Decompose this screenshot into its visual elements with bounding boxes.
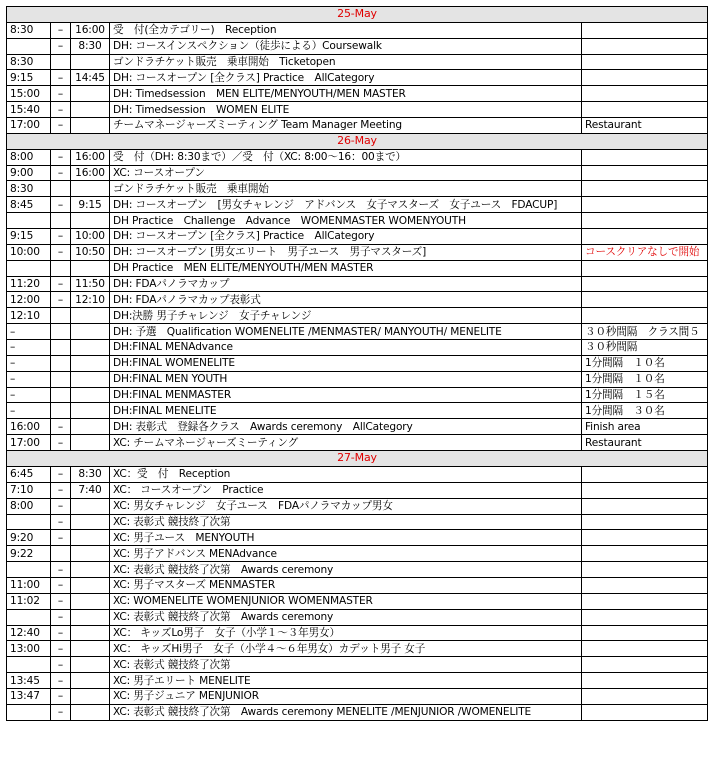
end-time: 16:00 xyxy=(71,149,110,165)
end-time xyxy=(71,514,110,530)
event-note: Restaurant xyxy=(582,118,708,134)
event-note: Finish area xyxy=(582,419,708,435)
end-time xyxy=(71,403,110,419)
schedule-row xyxy=(7,657,708,673)
schedule-row xyxy=(7,673,708,689)
event-description: DH: コースインスペクション（徒歩による）Coursewalk xyxy=(110,38,582,54)
day-date: 26-May xyxy=(7,133,708,149)
event-note xyxy=(582,641,708,657)
schedule-row xyxy=(7,562,708,578)
schedule-row xyxy=(7,340,708,356)
start-time: – xyxy=(7,324,51,340)
event-description: XC：受 付 Reception xyxy=(110,466,582,482)
event-description: DH: コースオープン [全クラス] Practice AllCategory xyxy=(110,229,582,245)
end-time: 16:00 xyxy=(71,165,110,181)
event-note xyxy=(582,704,708,720)
start-time xyxy=(7,213,51,229)
event-description: DH: コースオープン [男女エリート 男子ユース 男子マスターズ] xyxy=(110,244,582,260)
schedule-row xyxy=(7,546,708,562)
event-note: コースクリアなしで開始 xyxy=(582,244,708,260)
end-time xyxy=(71,530,110,546)
schedule-row xyxy=(7,118,708,134)
event-note xyxy=(582,482,708,498)
start-time: – xyxy=(7,403,51,419)
time-dash: – xyxy=(51,466,71,482)
end-time: 10:50 xyxy=(71,244,110,260)
event-note xyxy=(582,308,708,324)
schedule-row xyxy=(7,197,708,213)
start-time: – xyxy=(7,387,51,403)
event-description: XC: 表彰式 競技終了次第 xyxy=(110,514,582,530)
schedule-row xyxy=(7,38,708,54)
time-dash: – xyxy=(51,102,71,118)
time-dash: – xyxy=(51,704,71,720)
event-description: XC: 男子アドバンス MENAdvance xyxy=(110,546,582,562)
end-time xyxy=(71,657,110,673)
schedule-row xyxy=(7,482,708,498)
start-time: 9:15 xyxy=(7,229,51,245)
end-time xyxy=(71,324,110,340)
schedule-row xyxy=(7,165,708,181)
end-time: 16:00 xyxy=(71,22,110,38)
event-note: Restaurant xyxy=(582,435,708,451)
event-note xyxy=(582,530,708,546)
start-time xyxy=(7,38,51,54)
event-note xyxy=(582,22,708,38)
start-time: 15:00 xyxy=(7,86,51,102)
event-description: DH Practice MEN ELITE/MENYOUTH/MEN MASTER xyxy=(110,260,582,276)
schedule-row xyxy=(7,498,708,514)
event-description: XC: コースオープン xyxy=(110,165,582,181)
event-description: DH:FINAL MENAdvance xyxy=(110,340,582,356)
time-dash: – xyxy=(51,641,71,657)
start-time: – xyxy=(7,340,51,356)
start-time: 11:20 xyxy=(7,276,51,292)
schedule-row xyxy=(7,149,708,165)
end-time xyxy=(71,308,110,324)
end-time xyxy=(71,86,110,102)
start-time: 17:00 xyxy=(7,435,51,451)
time-dash: – xyxy=(51,435,71,451)
schedule-row xyxy=(7,308,708,324)
time-dash xyxy=(51,403,71,419)
start-time: 8:30 xyxy=(7,54,51,70)
day-date: 27-May xyxy=(7,451,708,467)
start-time: 9:20 xyxy=(7,530,51,546)
event-description: XC： キッズHi男子 女子（小学４～６年男女）カデット男子 女子 xyxy=(110,641,582,657)
event-description: DH:FINAL MEN YOUTH xyxy=(110,371,582,387)
event-description: DH: Timedsession WOMEN ELITE xyxy=(110,102,582,118)
end-time xyxy=(71,54,110,70)
event-description: DH: 表彰式 登録各クラス Awards ceremony AllCategory xyxy=(110,419,582,435)
event-description: DH: Timedsession MEN ELITE/MENYOUTH/MEN MASTER xyxy=(110,86,582,102)
time-dash: – xyxy=(51,244,71,260)
end-time xyxy=(71,213,110,229)
event-description: チームマネージャーズミーティング Team Manager Meeting xyxy=(110,118,582,134)
time-dash: – xyxy=(51,70,71,86)
schedule-row xyxy=(7,86,708,102)
schedule-row xyxy=(7,403,708,419)
time-dash: – xyxy=(51,292,71,308)
schedule-row xyxy=(7,102,708,118)
time-dash xyxy=(51,54,71,70)
time-dash: – xyxy=(51,276,71,292)
time-dash xyxy=(51,371,71,387)
end-time xyxy=(71,260,110,276)
schedule-row xyxy=(7,593,708,609)
end-time xyxy=(71,641,110,657)
end-time xyxy=(71,593,110,609)
schedule-row xyxy=(7,324,708,340)
event-note xyxy=(582,688,708,704)
time-dash xyxy=(51,324,71,340)
event-description: ゴンドラチケット販売 乗車開始 Ticketopen xyxy=(110,54,582,70)
event-note xyxy=(582,577,708,593)
event-note: 1分間隔 １０名 xyxy=(582,355,708,371)
event-note xyxy=(582,181,708,197)
event-description: XC： キッズLo男子 女子（小学１～３年男女） xyxy=(110,625,582,641)
end-time xyxy=(71,498,110,514)
time-dash: – xyxy=(51,498,71,514)
end-time: 12:10 xyxy=(71,292,110,308)
time-dash: – xyxy=(51,118,71,134)
event-note: ３０秒間隔 クラス間５ xyxy=(582,324,708,340)
end-time xyxy=(71,387,110,403)
event-description: XC: 男子マスターズ MENMASTER xyxy=(110,577,582,593)
event-description: DH: 予選 Qualification WOMENELITE /MENMASTER/ MANYOUTH/ MENELITE xyxy=(110,324,582,340)
event-description: XC: 男子ユース MENYOUTH xyxy=(110,530,582,546)
start-time: 8:00 xyxy=(7,498,51,514)
start-time: 8:45 xyxy=(7,197,51,213)
event-note xyxy=(582,70,708,86)
start-time: 8:30 xyxy=(7,181,51,197)
time-dash: – xyxy=(51,419,71,435)
end-time xyxy=(71,181,110,197)
schedule-row xyxy=(7,466,708,482)
time-dash: – xyxy=(51,514,71,530)
schedule-row xyxy=(7,292,708,308)
event-note xyxy=(582,260,708,276)
start-time: 15:40 xyxy=(7,102,51,118)
start-time: 8:30 xyxy=(7,22,51,38)
schedule-row xyxy=(7,530,708,546)
start-time: 9:15 xyxy=(7,70,51,86)
time-dash: – xyxy=(51,229,71,245)
start-time: 13:47 xyxy=(7,688,51,704)
schedule-row xyxy=(7,244,708,260)
event-note xyxy=(582,498,708,514)
event-note xyxy=(582,149,708,165)
schedule-row xyxy=(7,577,708,593)
time-dash: – xyxy=(51,562,71,578)
time-dash xyxy=(51,355,71,371)
event-description: DH: FDAパノラマカップ xyxy=(110,276,582,292)
schedule-row xyxy=(7,213,708,229)
end-time xyxy=(71,371,110,387)
end-time: 9:15 xyxy=(71,197,110,213)
time-dash xyxy=(51,340,71,356)
event-note xyxy=(582,609,708,625)
end-time xyxy=(71,562,110,578)
event-description: XC: チームマネージャーズミーティング xyxy=(110,435,582,451)
schedule-row xyxy=(7,688,708,704)
schedule-row xyxy=(7,260,708,276)
start-time xyxy=(7,514,51,530)
time-dash xyxy=(51,546,71,562)
event-note xyxy=(582,593,708,609)
time-dash: – xyxy=(51,625,71,641)
event-description: DH: FDAパノラマカップ表彰式 xyxy=(110,292,582,308)
end-time xyxy=(71,419,110,435)
end-time xyxy=(71,118,110,134)
day-date: 25-May xyxy=(7,7,708,23)
event-description: XC: 男子エリート MENELITE xyxy=(110,673,582,689)
end-time: 10:00 xyxy=(71,229,110,245)
event-description: XC： コースオープン Practice xyxy=(110,482,582,498)
time-dash xyxy=(51,260,71,276)
event-description: DH:決勝 男子チャレンジ 女子チャレンジ xyxy=(110,308,582,324)
end-time xyxy=(71,546,110,562)
end-time xyxy=(71,673,110,689)
event-description: 受 付(全カテゴリー) Reception xyxy=(110,22,582,38)
event-note xyxy=(582,197,708,213)
end-time xyxy=(71,704,110,720)
schedule-row xyxy=(7,371,708,387)
event-note: 1分間隔 １０名 xyxy=(582,371,708,387)
event-note xyxy=(582,546,708,562)
day-header-row xyxy=(7,133,708,149)
event-note: ３０秒間隔 xyxy=(582,340,708,356)
end-time: 8:30 xyxy=(71,466,110,482)
start-time: 12:10 xyxy=(7,308,51,324)
schedule-row xyxy=(7,641,708,657)
event-note xyxy=(582,514,708,530)
schedule-row xyxy=(7,229,708,245)
event-description: DH Practice Challenge Advance WOMENMASTER WOMENYOUTH xyxy=(110,213,582,229)
event-note: 1分間隔 ３０名 xyxy=(582,403,708,419)
schedule-row xyxy=(7,54,708,70)
schedule-row xyxy=(7,181,708,197)
event-note xyxy=(582,466,708,482)
time-dash: – xyxy=(51,86,71,102)
schedule-table xyxy=(6,6,708,721)
schedule-row xyxy=(7,435,708,451)
event-note xyxy=(582,673,708,689)
time-dash: – xyxy=(51,688,71,704)
schedule-row xyxy=(7,355,708,371)
start-time: 11:02 xyxy=(7,593,51,609)
event-description: DH:FINAL MENELITE xyxy=(110,403,582,419)
schedule-row xyxy=(7,387,708,403)
start-time: 12:00 xyxy=(7,292,51,308)
event-description: 受 付（DH: 8:30まで）／受 付（XC: 8:00～16：00まで） xyxy=(110,149,582,165)
end-time xyxy=(71,609,110,625)
start-time: 17:00 xyxy=(7,118,51,134)
end-time: 11:50 xyxy=(71,276,110,292)
schedule-row xyxy=(7,514,708,530)
start-time xyxy=(7,562,51,578)
time-dash xyxy=(51,308,71,324)
event-note xyxy=(582,625,708,641)
time-dash: – xyxy=(51,38,71,54)
event-note xyxy=(582,229,708,245)
schedule-row xyxy=(7,609,708,625)
event-description: DH:FINAL MENMASTER xyxy=(110,387,582,403)
event-description: XC: WOMENELITE WOMENJUNIOR WOMENMASTER xyxy=(110,593,582,609)
event-note xyxy=(582,562,708,578)
event-description: XC: 表彰式 競技終了次第 Awards ceremony xyxy=(110,609,582,625)
end-time xyxy=(71,102,110,118)
start-time xyxy=(7,704,51,720)
event-description: DH: コースオープン [男女チャレンジ アドバンス 女子マスターズ 女子ユース FDACUP] xyxy=(110,197,582,213)
end-time: 8:30 xyxy=(71,38,110,54)
event-description: XC: 男女チャレンジ 女子ユース FDAパノラマカップ男女 xyxy=(110,498,582,514)
day-header-row xyxy=(7,451,708,467)
start-time: 7:10 xyxy=(7,482,51,498)
start-time: – xyxy=(7,371,51,387)
time-dash: – xyxy=(51,530,71,546)
event-description: XC: 表彰式 競技終了次第 Awards ceremony xyxy=(110,562,582,578)
event-note xyxy=(582,102,708,118)
event-description: DH: コースオープン [全クラス] Practice AllCategory xyxy=(110,70,582,86)
event-note xyxy=(582,54,708,70)
event-description: DH:FINAL WOMENELITE xyxy=(110,355,582,371)
end-time xyxy=(71,435,110,451)
start-time: 16:00 xyxy=(7,419,51,435)
time-dash: – xyxy=(51,593,71,609)
schedule-row xyxy=(7,70,708,86)
end-time xyxy=(71,625,110,641)
schedule-body xyxy=(7,7,708,721)
end-time xyxy=(71,355,110,371)
start-time xyxy=(7,657,51,673)
start-time: 9:00 xyxy=(7,165,51,181)
start-time: 6:45 xyxy=(7,466,51,482)
time-dash: – xyxy=(51,609,71,625)
start-time: 11:00 xyxy=(7,577,51,593)
time-dash: – xyxy=(51,22,71,38)
schedule-row xyxy=(7,704,708,720)
end-time xyxy=(71,577,110,593)
end-time xyxy=(71,340,110,356)
start-time: 13:00 xyxy=(7,641,51,657)
day-header-row xyxy=(7,7,708,23)
start-time: 8:00 xyxy=(7,149,51,165)
time-dash: – xyxy=(51,673,71,689)
start-time: 13:45 xyxy=(7,673,51,689)
start-time xyxy=(7,260,51,276)
time-dash xyxy=(51,181,71,197)
event-description: XC: 表彰式 競技終了次第 Awards ceremony MENELITE /MENJUNIOR /WOMENELITE xyxy=(110,704,582,720)
schedule-row xyxy=(7,276,708,292)
start-time: 9:22 xyxy=(7,546,51,562)
event-description: XC: 表彰式 競技終了次第 xyxy=(110,657,582,673)
event-description: XC: 男子ジュニア MENJUNIOR xyxy=(110,688,582,704)
time-dash: – xyxy=(51,482,71,498)
end-time: 7:40 xyxy=(71,482,110,498)
time-dash: – xyxy=(51,657,71,673)
time-dash: – xyxy=(51,577,71,593)
schedule-row xyxy=(7,22,708,38)
start-time: 12:40 xyxy=(7,625,51,641)
end-time xyxy=(71,688,110,704)
schedule-row xyxy=(7,419,708,435)
event-note xyxy=(582,86,708,102)
event-description: ゴンドラチケット販売 乗車開始 xyxy=(110,181,582,197)
event-note xyxy=(582,165,708,181)
start-time xyxy=(7,609,51,625)
event-note xyxy=(582,213,708,229)
event-note xyxy=(582,38,708,54)
time-dash: – xyxy=(51,149,71,165)
start-time: – xyxy=(7,355,51,371)
event-note: 1分間隔 １５名 xyxy=(582,387,708,403)
time-dash xyxy=(51,213,71,229)
start-time: 10:00 xyxy=(7,244,51,260)
time-dash xyxy=(51,387,71,403)
time-dash: – xyxy=(51,197,71,213)
time-dash: – xyxy=(51,165,71,181)
end-time: 14:45 xyxy=(71,70,110,86)
event-note xyxy=(582,657,708,673)
event-note xyxy=(582,292,708,308)
event-note xyxy=(582,276,708,292)
schedule-row xyxy=(7,625,708,641)
